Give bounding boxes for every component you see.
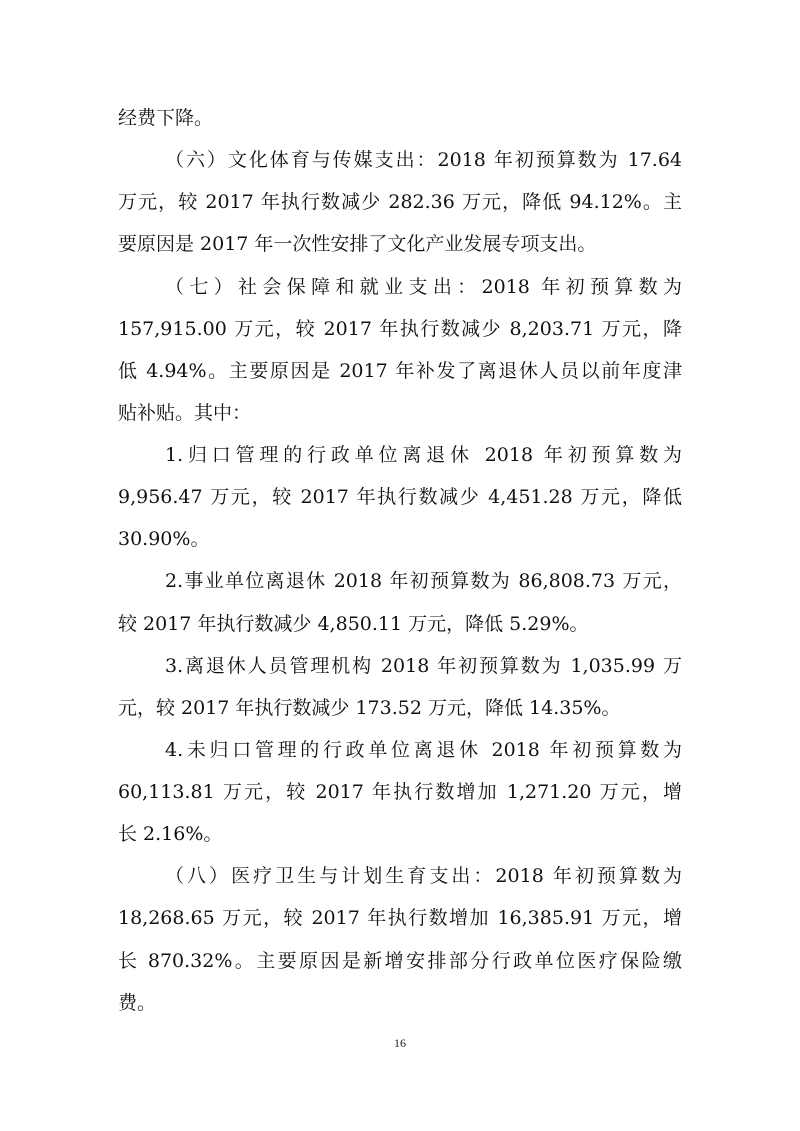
paragraph-line: （七）社会保障和就业支出：2018 年初预算数为: [165, 275, 682, 298]
list-item-line: 元，较 2017 年执行数减少 173.52 万元，降低 14.35%。: [118, 696, 621, 719]
paragraph-line: 贴补贴。其中：: [118, 401, 252, 424]
paragraph-line: 万元，较 2017 年执行数减少 282.36 万元，降低 94.12%。主: [118, 191, 682, 214]
paragraph-line: （八）医疗卫生与计划生育支出：2018 年初预算数为: [165, 865, 682, 888]
list-item-line: 30.90%。: [118, 528, 210, 551]
paragraph-line: 18,268.65 万元，较 2017 年执行数增加 16,385.91 万元，增: [118, 907, 682, 930]
paragraph-line: 低 4.94%。主要原因是 2017 年补发了离退休人员以前年度津: [118, 359, 682, 382]
list-item-line: 较 2017 年执行数减少 4,850.11 万元，降低 5.29%。: [118, 612, 589, 635]
list-item-line: 60,113.81 万元，较 2017 年执行数增加 1,271.20 万元，增: [118, 781, 682, 803]
paragraph-line: 157,915.00 万元，较 2017 年执行数减少 8,203.71 万元，降: [118, 317, 682, 340]
paragraph-line: 费。: [118, 991, 157, 1014]
paragraph-line: （六）文化体育与传媒支出：2018 年初预算数为 17.64: [165, 149, 682, 172]
paragraph-line: 长 870.32%。主要原因是新增安排部分行政单位医疗保险缴: [118, 949, 682, 972]
page-number: 16: [394, 1036, 406, 1050]
paragraph-line: 经费下降。: [118, 107, 214, 129]
list-item-line: 2.事业单位离退休 2018 年初预算数为 86,808.73 万元，: [165, 570, 682, 593]
list-item-line: 1.归口管理的行政单位离退休 2018 年初预算数为: [165, 444, 682, 466]
list-item-line: 3.离退休人员管理机构 2018 年初预算数为 1,035.99 万: [165, 654, 682, 677]
list-item-line: 9,956.47 万元，较 2017 年执行数减少 4,451.28 万元，降低: [118, 486, 682, 509]
list-item-line: 4.未归口管理的行政单位离退休 2018 年初预算数为: [165, 738, 682, 761]
paragraph-line: 要原因是 2017 年一次性安排了文化产业发展专项支出。: [118, 233, 597, 256]
body-text: [118, 97, 682, 1024]
list-item-line: 长 2.16%。: [118, 823, 223, 846]
